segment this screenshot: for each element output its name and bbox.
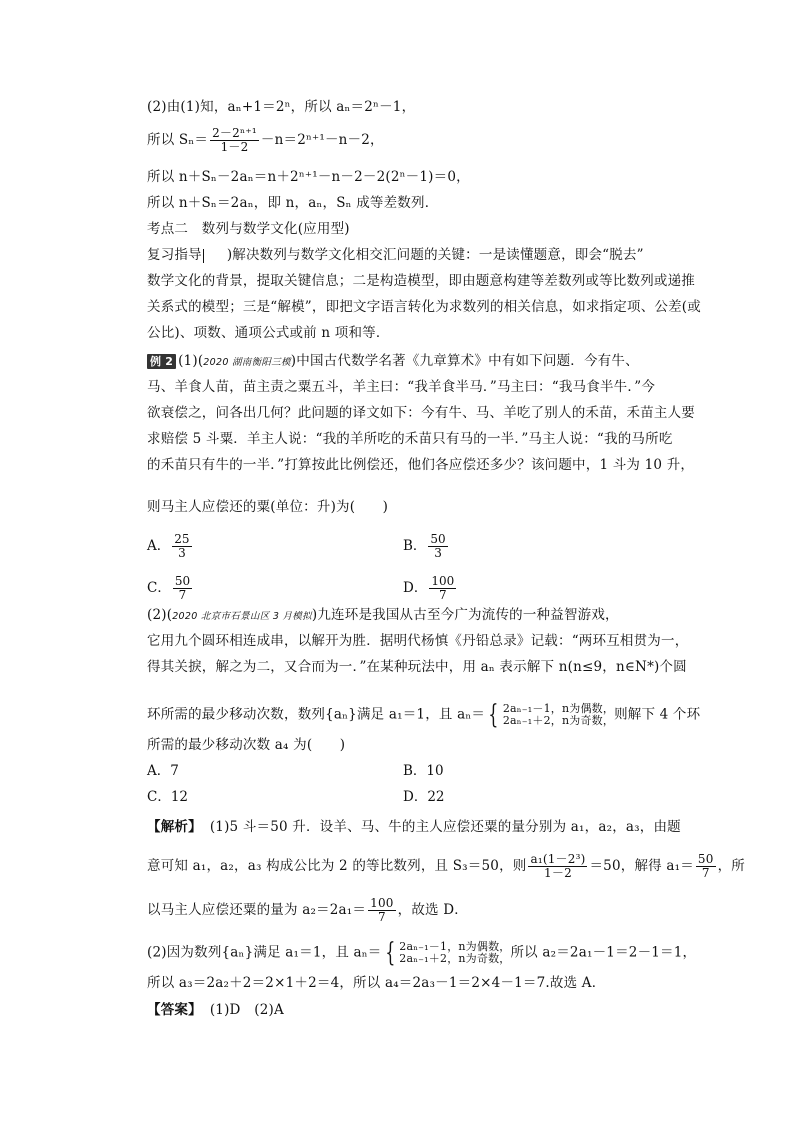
question-2-text-4-suffix: 则解下 4 个环 bbox=[614, 706, 701, 723]
analysis-text-2-suffix: ，所 bbox=[717, 858, 745, 874]
fraction-numerator: 25 bbox=[174, 532, 190, 546]
fraction-denominator: 7 bbox=[173, 588, 192, 602]
piecewise-definition bbox=[485, 702, 614, 728]
example-question-1-line-6: 则马主人应偿还的粟(单位：升)为( ) bbox=[147, 499, 389, 515]
option-b[interactable] bbox=[403, 533, 450, 560]
option-label: C． bbox=[147, 580, 171, 596]
fraction-denominator: 7 bbox=[429, 588, 456, 602]
fraction-numerator: 100 bbox=[370, 896, 394, 910]
option-label: B． bbox=[403, 538, 427, 554]
fraction-denominator: 3 bbox=[172, 546, 191, 560]
analysis-text-2-prefix: 意可知 a₁，a₂，a₃ 构成公比为 2 的等比数列，且 S₃＝50，则 bbox=[147, 858, 527, 874]
option-label: A． bbox=[147, 763, 171, 779]
question-1-prefix: (1)( bbox=[178, 353, 204, 369]
analysis-label: 【解析】 bbox=[147, 819, 202, 835]
option-label: B． bbox=[403, 763, 427, 779]
text-cursor bbox=[203, 249, 204, 263]
analysis-text-2-middle: ＝50，解得 a₁＝ bbox=[589, 858, 694, 874]
option-c[interactable] bbox=[147, 575, 194, 602]
answer-text: (1)D (2)A bbox=[209, 1002, 284, 1018]
review-guide-line-4: 公比)、项数、通项公式或前 n 项和等． bbox=[147, 325, 390, 341]
example-badge: 例 2 bbox=[147, 354, 176, 369]
fraction-denominator: 1－2 bbox=[210, 140, 259, 154]
review-guide-label: 复习指导 bbox=[147, 247, 202, 263]
question-1-source: 2020 湖南衡阳三模 bbox=[203, 357, 291, 368]
solution-line-3: 所以 n＋Sₙ－2aₙ＝n＋2ⁿ⁺¹－n－2－2(2ⁿ－1)＝0， bbox=[147, 169, 470, 185]
example-question-2-line-3: 得其关捩，解之为二，又合而为一．”在某种玩法中，用 aₙ 表示解下 n(n≤9，n∈N*)个圆 bbox=[147, 659, 687, 675]
option-d[interactable] bbox=[403, 787, 445, 807]
fraction-a2 bbox=[368, 897, 396, 924]
fraction-denominator: 1－2 bbox=[528, 866, 587, 880]
fraction-numerator: 100 bbox=[431, 574, 455, 588]
example-question-2-line-5: 所需的最少移动次数 a₄ 为( ) bbox=[147, 737, 346, 753]
option-b[interactable] bbox=[403, 761, 444, 781]
case-odd: 2aₙ₋₁＋2，n为奇数， bbox=[502, 714, 615, 727]
fraction-numerator: a₁(1－2³) bbox=[530, 852, 586, 866]
analysis-part-2-line-1 bbox=[147, 940, 696, 966]
option-fraction bbox=[172, 533, 191, 560]
case-even: 2aₙ₋₁－1，n为偶数， bbox=[502, 702, 615, 715]
case-even: 2aₙ₋₁－1，n为偶数， bbox=[399, 940, 511, 953]
question-2-text-1: )九连环是我国从古至今广为流传的一种益智游戏， bbox=[311, 607, 619, 623]
fraction-denominator: 7 bbox=[368, 910, 396, 924]
review-guide-line-1 bbox=[147, 245, 644, 265]
piecewise-cases bbox=[399, 941, 510, 965]
section-title: 考点二 数列与数学文化(应用型) bbox=[147, 221, 350, 237]
example-question-1-line-5: 的禾苗只有牛的一半．”打算按此比例偿还，他们各应偿还多少？该问题中，1 斗为 10 升， bbox=[147, 457, 695, 473]
option-c[interactable] bbox=[147, 787, 188, 807]
option-a[interactable] bbox=[147, 761, 179, 781]
example-question-1-line-1 bbox=[147, 351, 639, 373]
fraction-a1 bbox=[696, 853, 716, 880]
fraction-denominator: 7 bbox=[696, 866, 716, 880]
example-question-1-line-2: 马、羊食人苗，苗主责之粟五斗，羊主曰：“我羊食半马．”马主曰：“我马食半牛．”今 bbox=[147, 379, 656, 395]
example-question-2-line-2: 它用九个圆环相连成串，以解开为胜．据明代杨慎《丹铅总录》记载：“两环互相贯为一， bbox=[147, 633, 689, 649]
option-value: 22 bbox=[427, 789, 445, 805]
option-fraction bbox=[173, 575, 192, 602]
fraction-numerator: 50 bbox=[430, 532, 446, 546]
analysis-line-3 bbox=[147, 897, 468, 924]
question-2-prefix: (2)( bbox=[147, 607, 173, 623]
analysis-text-3-suffix: ，故选 D． bbox=[397, 902, 468, 918]
fraction-s3 bbox=[528, 853, 587, 880]
solution-line-2-suffix: －n＝2ⁿ⁺¹－n－2， bbox=[260, 132, 384, 148]
fraction-denominator: 3 bbox=[428, 546, 447, 560]
option-label: D． bbox=[403, 580, 428, 596]
analysis-text-3-prefix: 以马主人应偿还粟的量为 a₂＝2a₁＝ bbox=[147, 902, 367, 918]
option-label: A． bbox=[147, 538, 171, 554]
solution-line-4: 所以 n＋Sₙ＝2aₙ，即 n，aₙ，Sₙ 成等差数列． bbox=[147, 195, 439, 211]
piecewise-definition bbox=[382, 940, 511, 966]
solution-line-1: (2)由(1)知，aₙ+1＝2ⁿ，所以 aₙ＝2ⁿ－1， bbox=[147, 99, 416, 115]
analysis-line-1 bbox=[147, 817, 681, 837]
example-question-1-line-3: 欲衰偿之，问各出几何？此问题的译文如下：今有牛、马、羊吃了别人的禾苗，禾苗主人要 bbox=[147, 405, 695, 421]
option-value: 7 bbox=[170, 763, 179, 779]
option-fraction bbox=[428, 533, 447, 560]
example-question-2-line-4 bbox=[147, 702, 700, 728]
example-question-1-line-4: 求赔偿 5 斗粟．羊主人说：“我的羊所吃的禾苗只有马的一半．”马主人说：“我的马所吃 bbox=[147, 431, 673, 447]
analysis-text-1: (1)5 斗＝50 升．设羊、马、牛的主人应偿还粟的量分别为 a₁，a₂，a₃，由题 bbox=[209, 819, 681, 835]
question-1-text-1: )中国古代数学名著《九章算术》中有如下问题．今有牛、 bbox=[290, 353, 639, 369]
review-guide-line-2: 数学文化的背景，提取关键信息；二是构造模型，即由题意构建等差数列或等比数列或递推 bbox=[147, 273, 695, 289]
option-a[interactable] bbox=[147, 533, 194, 560]
fraction-numerator: 2－2ⁿ⁺¹ bbox=[212, 126, 257, 140]
answer-line bbox=[147, 1000, 284, 1020]
left-brace: { bbox=[384, 938, 395, 968]
solution-line-2-prefix: 所以 Sₙ＝ bbox=[147, 132, 209, 148]
analysis-line-2 bbox=[147, 853, 745, 880]
analysis-part-2-prefix: (2)因为数列{aₙ}满足 a₁＝1，且 aₙ＝ bbox=[147, 944, 382, 961]
analysis-part-2-suffix: 所以 a₂＝2a₁－1＝2－1＝1， bbox=[510, 944, 697, 961]
analysis-part-2-line-2: 所以 a₃＝2a₂＋2＝2×1＋2＝4，所以 a₄＝2a₃－1＝2×4－1＝7.故选 A． bbox=[147, 975, 606, 991]
left-brace: { bbox=[488, 700, 499, 730]
question-2-source: 2020 北京市石景山区 3 月模拟 bbox=[172, 611, 312, 622]
case-odd: 2aₙ₋₁＋2，n为奇数， bbox=[399, 952, 511, 965]
solution-line-2 bbox=[147, 127, 384, 154]
option-value: 10 bbox=[426, 763, 444, 779]
piecewise-cases bbox=[503, 703, 614, 727]
review-guide-line-3: 关系式的模型；三是“解模”，即把文字语言转化为求数列的相关信息，如求指定项、公差(或 bbox=[147, 299, 701, 315]
question-2-text-4-prefix: 环所需的最少移动次数，数列{aₙ}满足 a₁＝1，且 aₙ＝ bbox=[147, 706, 486, 723]
option-value: 12 bbox=[170, 789, 189, 805]
example-question-2-line-1 bbox=[147, 605, 619, 627]
option-label: C． bbox=[147, 789, 171, 805]
option-d[interactable] bbox=[403, 575, 458, 602]
fraction-numerator: 50 bbox=[697, 852, 714, 866]
option-fraction bbox=[429, 575, 456, 602]
option-label: D． bbox=[403, 789, 428, 805]
review-guide-text-1: )解决数列与数学文化相交汇问题的关键：一是读懂题意，即会“脱去” bbox=[226, 247, 644, 263]
answer-label: 【答案】 bbox=[147, 1002, 202, 1018]
fraction-numerator: 50 bbox=[174, 574, 191, 588]
fraction-sn bbox=[210, 127, 259, 154]
